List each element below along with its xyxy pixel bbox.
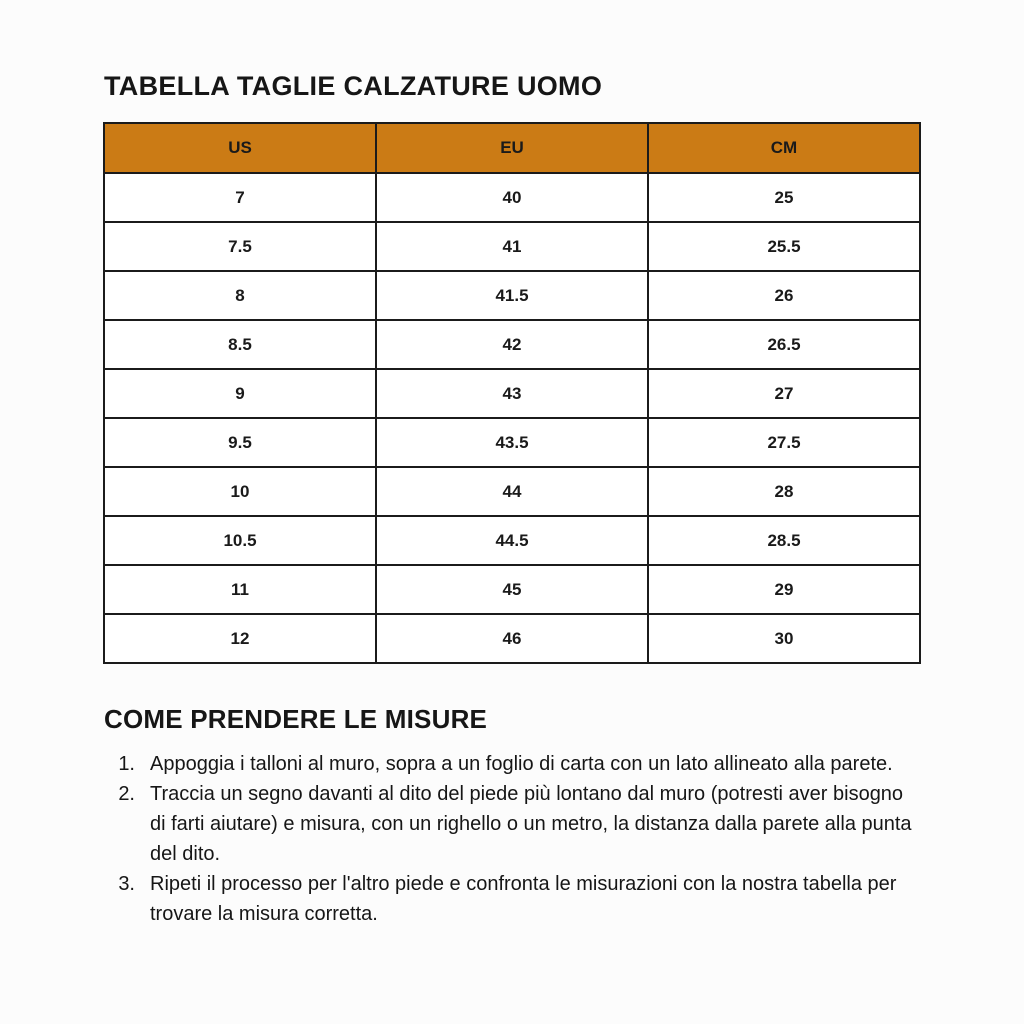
table-row: [104, 222, 920, 271]
cell-eu: 41.5: [376, 271, 648, 320]
instruction-list: [103, 749, 921, 929]
table-row: [104, 320, 920, 369]
cell-us: 7: [104, 173, 376, 222]
cell-eu: 43: [376, 369, 648, 418]
cell-eu: 46: [376, 614, 648, 663]
cell-eu: 43.5: [376, 418, 648, 467]
cell-eu: 40: [376, 173, 648, 222]
table-row: [104, 614, 920, 663]
cell-eu: 42: [376, 320, 648, 369]
item-text: Traccia un segno davanti al dito del piede più lontano dal muro (potresti aver bisogno di farti aiutare) e misura, con un righello o un metro, la distanza dalla parete alla punta del dito.: [150, 783, 912, 865]
cell-cm: 30: [648, 614, 920, 663]
cell-cm: 27: [648, 369, 920, 418]
cell-us: 12: [104, 614, 376, 663]
table-row: [104, 565, 920, 614]
cell-cm: 28.5: [648, 516, 920, 565]
cell-us: 10: [104, 467, 376, 516]
list-item: [103, 779, 921, 869]
cell-eu: 44.5: [376, 516, 648, 565]
table-header-row: [104, 123, 920, 173]
item-number: 3.: [118, 873, 135, 895]
cell-us: 7.5: [104, 222, 376, 271]
table-row: [104, 516, 920, 565]
cell-cm: 25.5: [648, 222, 920, 271]
cell-cm: 26: [648, 271, 920, 320]
cell-eu: 41: [376, 222, 648, 271]
item-number: 2.: [118, 783, 135, 805]
cell-us: 9: [104, 369, 376, 418]
page-title: TABELLA TAGLIE CALZATURE UOMO: [104, 71, 603, 101]
cell-us: 11: [104, 565, 376, 614]
header-cell-cm: CM: [648, 123, 920, 173]
cell-eu: 44: [376, 467, 648, 516]
item-text: Appoggia i talloni al muro, sopra a un foglio di carta con un lato allineato alla parete.: [150, 753, 893, 775]
table-row: [104, 418, 920, 467]
item-text: Ripeti il processo per l'altro piede e confronta le misurazioni con la nostra tabella per trovare la misura corretta.: [150, 873, 897, 925]
list-item: [103, 749, 921, 779]
cell-cm: 27.5: [648, 418, 920, 467]
size-table: [103, 122, 921, 664]
table-row: [104, 173, 920, 222]
header-cell-eu: EU: [376, 123, 648, 173]
cell-cm: 26.5: [648, 320, 920, 369]
table-row: [104, 271, 920, 320]
cell-cm: 25: [648, 173, 920, 222]
cell-cm: 28: [648, 467, 920, 516]
cell-us: 8.5: [104, 320, 376, 369]
item-number: 1.: [118, 753, 135, 775]
cell-us: 10.5: [104, 516, 376, 565]
table-row: [104, 369, 920, 418]
header-cell-us: US: [104, 123, 376, 173]
list-item: [103, 869, 921, 929]
cell-us: 9.5: [104, 418, 376, 467]
cell-cm: 29: [648, 565, 920, 614]
cell-eu: 45: [376, 565, 648, 614]
table-row: [104, 467, 920, 516]
cell-us: 8: [104, 271, 376, 320]
instructions-title: COME PRENDERE LE MISURE: [104, 704, 488, 734]
